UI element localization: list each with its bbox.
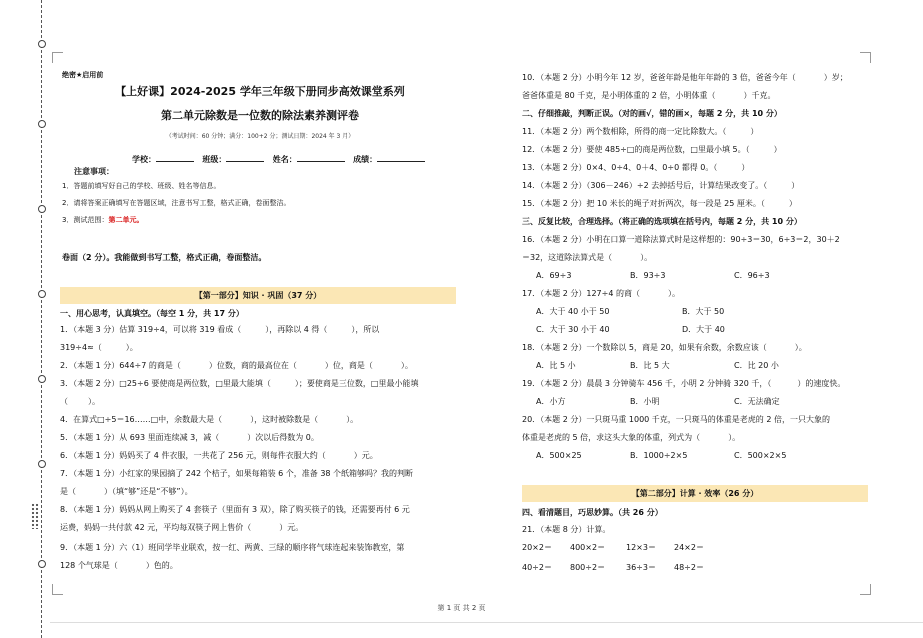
notice-item: 2．请将答案正确填写在答题区域，注意书写工整，格式正确，卷面整洁。 [62,199,291,207]
divider [50,622,923,623]
notice-item: 1．答题前填写好自己的学校、班级、姓名等信息。 [62,182,221,190]
question-20-cont: 体重是老虎的 5 倍，求这头大象的体重，列式为（ ）。 [522,433,741,442]
question-10-cont: 爸爸体重是 80 千克，是小明体重的 2 倍，小明体重（ ）千克。 [522,91,776,100]
notice-item: 3．测试范围：第二单元。 [62,216,144,224]
school-field[interactable] [156,153,194,162]
neatness-note: 卷面（2 分）。我能做到书写工整，格式正确，卷面整洁。 [62,253,267,262]
question-5: 5．（本题 1 分）从 693 里面连续减 3，减（ ）次以后得数为 0。 [60,433,319,442]
question-4: 4．在算式□÷5＝16……□中，余数最大是（ ），这时被除数是（ ）。 [60,415,359,424]
info-fields: 学校： 班级： 姓名： 成绩： [132,153,425,165]
question-3: 3．（本题 2 分）□25÷6 要使商是两位数，□里最大能填（ ）；要使商是三位数，□里最小能填 [60,379,419,388]
question-16: 16．（本题 2 分）小明在口算一道除法算式时是这样想的：90÷3＝30，6÷3＝2，30＋2 [522,235,840,244]
binding-hole [38,375,46,383]
part-heading: 二、仔细推敲，判断正误。（对的画√，错的画×，每题 2 分，共 10 分） [522,109,782,118]
question-9-cont: 128 个气球是（ ）色的。 [60,561,178,570]
part-heading: 四、看清题目，巧思妙算。（共 26 分） [522,508,663,517]
part-heading: 一、用心思考，认真填空。（每空 1 分，共 17 分） [60,309,244,318]
question-20: 20．（本题 2 分）一只斑马重 1000 千克，一只斑马的体重是老虎的 2 倍，一只大象的 [522,415,830,424]
calc-item: 800÷2＝ [570,563,606,572]
binding-hole [38,120,46,128]
option[interactable]: B．93÷3 [630,271,666,280]
question-11: 11．（本题 2 分）两个数相除，所得的商一定比除数大。（ ） [522,127,759,136]
question-14: 14．（本题 2 分）（306－246）÷2 去掉括号后，计算结果改变了。（ ） [522,181,800,190]
question-10: 10．（本题 2 分）小明今年 12 岁，爸爸年龄是他年年龄的 3 倍，爸爸今年（ ）岁； [522,73,848,82]
option[interactable]: C．比 20 小 [734,361,779,370]
option[interactable]: D．大于 40 [682,325,725,334]
question-1: 1．（本题 3 分）估算 319÷4，可以将 319 看成（ ），再除以 4 得（ ），所以 [60,325,380,334]
option[interactable]: A．比 5 小 [536,361,576,370]
option[interactable]: B．1000÷2×5 [630,451,688,460]
question-8-cont: 运费，妈妈一共付款 42 元，平均每双筷子网上售价（ ）元。 [60,523,304,532]
secret-label: 绝密★启用前 [62,71,104,79]
calc-item: 20×2＝ [522,543,552,552]
question-7: 7．（本题 1 分）小红家的果园摘了 242 个桔子，如果每箱装 6 个，准备 38 个纸箱够吗？我的判断 [60,469,414,478]
question-6: 6．（本题 1 分）妈妈买了 4 件衣服，一共花了 256 元，则每件衣服大约（ ）元。 [60,451,378,460]
corner-mark [860,52,871,63]
option[interactable]: B．比 5 大 [630,361,670,370]
corner-mark [52,584,63,595]
page-footer: 第 1 页 共 2 页 [437,604,486,612]
score-field[interactable] [377,153,425,162]
drag-handle-icon[interactable] [31,503,39,529]
question-7-cont: 是（ ）（填“够”还是“不够”）。 [60,487,193,496]
cut-line [41,0,42,638]
question-16-cont: ＝32，这道除法算式是（ ）。 [522,253,653,262]
option[interactable]: C．96÷3 [734,271,770,280]
part-heading: 三、反复比较，合理选择。（将正确的选项填在括号内，每题 2 分，共 10 分） [522,217,802,226]
question-17: 17．（本题 2 分）127÷4 的商（ ）。 [522,289,680,298]
option[interactable]: A．大于 40 小于 50 [536,307,610,316]
section-banner: 【第二部分】计算 · 效率（26 分） [522,485,868,502]
question-2: 2．（本题 1 分）644÷7 的商是（ ）位数，商的最高位在（ ）位，商是（ ）。 [60,361,413,370]
question-15: 15．（本题 2 分）把 10 米长的绳子对折两次，每一段是 25 厘米。（ ） [522,199,797,208]
name-field[interactable] [297,153,345,162]
option[interactable]: B．大于 50 [682,307,725,316]
question-1-cont: 319÷4≈（ ）。 [60,343,138,352]
class-field[interactable] [226,153,264,162]
calc-item: 24×2＝ [674,543,704,552]
calc-item: 12×3＝ [626,543,656,552]
question-13: 13．（本题 2 分）0×4、0÷4、0＋4、0÷0 都得 0。（ ） [522,163,750,172]
option[interactable]: A．69÷3 [536,271,572,280]
calc-item: 40÷2＝ [522,563,552,572]
notice-heading: 注意事项： [74,167,114,176]
corner-mark [52,52,63,63]
section-banner: 【第一部分】知识 · 巩固（37 分） [60,287,456,304]
question-19: 19．（本题 2 分）晨晨 3 分钟骑车 456 千，小明 2 分钟骑 320 千，（ ）的速度快。 [522,379,846,388]
exam-meta: （考试时间：60 分钟；满分：100+2 分；测试日期：2024 年 3 月） [165,133,355,140]
question-3-cont: （ ）。 [60,397,100,406]
option[interactable]: C．无法确定 [734,397,780,406]
binding-hole [38,205,46,213]
binding-hole [38,40,46,48]
option[interactable]: C．500×2×5 [734,451,787,460]
calc-item: 400×2＝ [570,543,606,552]
question-18: 18．（本题 2 分）一个数除以 5，商是 20，如果有余数，余数应该（ ）。 [522,343,807,352]
question-8: 8．（本题 1 分）妈妈从网上购买了 4 套筷子（里面有 3 双），除了购买筷子的钱，还需要再付 6 元 [60,505,410,514]
corner-mark [860,584,871,595]
binding-hole [38,460,46,468]
option[interactable]: A．500×25 [536,451,582,460]
binding-hole [38,290,46,298]
question-12: 12．（本题 2 分）要使 485÷□的商是两位数，□里最小填 5。（ ） [522,145,782,154]
option[interactable]: A．小方 [536,397,566,406]
question-21: 21．（本题 8 分）计算。 [522,525,611,534]
option[interactable]: C．大于 30 小于 40 [536,325,610,334]
exam-title: 【上好课】2024-2025 学年三年级下册同步高效课堂系列 [115,85,405,98]
binding-margin [0,0,50,638]
question-9: 9．（本题 1 分）六（1）班同学毕业联欢，按一红、两黄、三绿的顺序将气球连起来装饰教室，第 [60,543,405,552]
option[interactable]: B．小明 [630,397,660,406]
binding-hole [38,560,46,568]
calc-item: 48÷2＝ [674,563,704,572]
exam-subtitle: 第二单元除数是一位数的除法素养测评卷 [161,109,359,122]
calc-item: 36÷3＝ [626,563,656,572]
